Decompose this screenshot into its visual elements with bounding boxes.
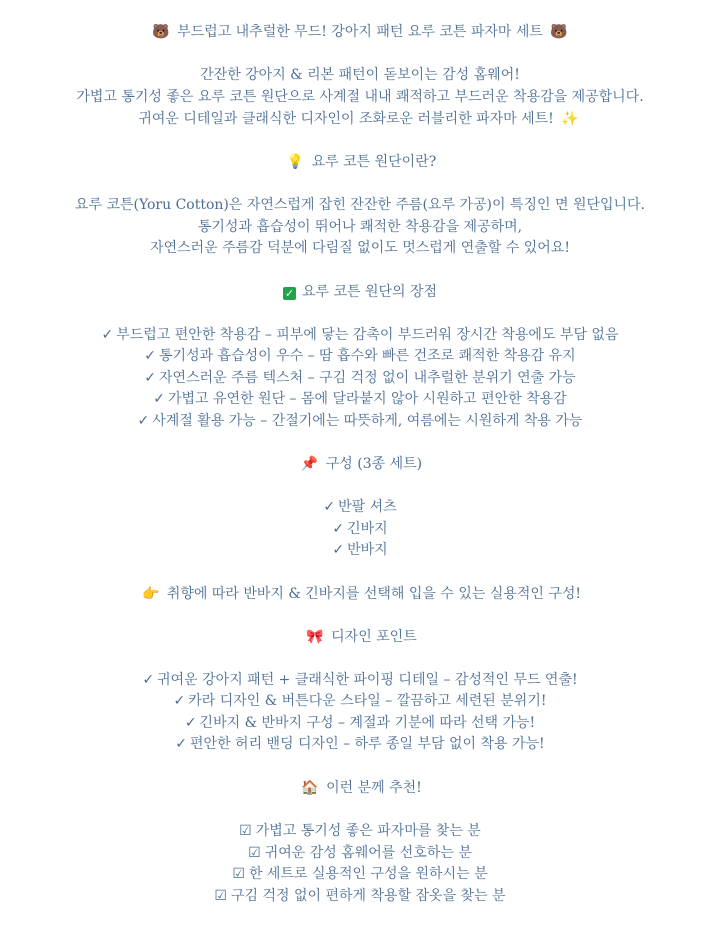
list-item: ☑ 한 세트로 실용적인 구성을 원하시는 분 (232, 866, 488, 882)
design-heading-text: 디자인 포인트 (331, 629, 417, 645)
check-icon: ✓ (332, 521, 345, 537)
checkbox-icon: ☑ (232, 866, 245, 882)
check-icon: ✓ (323, 499, 336, 515)
list-item: ✓ 긴바지 (332, 521, 388, 537)
advantages-heading-text: 요루 코튼 원단의 장점 (301, 284, 438, 300)
composition-heading-text: 구성 (3종 세트) (325, 456, 423, 472)
list-item: ☑ 가볍고 통기성 좋은 파자마를 찾는 분 (239, 823, 481, 839)
checkmark-box-icon: ✓ (284, 287, 295, 300)
list-item: ✓ 카라 디자인 & 버튼다운 스타일 – 깔끔하고 세련된 분위기! (173, 693, 547, 709)
list-item: ✓ 부드럽고 편안한 착용감 – 피부에 닿는 감촉이 부드러워 장시간 착용에도 부담 없음 (101, 327, 619, 343)
pushpin-icon: 📌 (300, 456, 319, 472)
fabric-line: 통기성과 흡습성이 뛰어나 쾌적한 착용감을 제공하며, (197, 219, 523, 235)
lightbulb-icon: 💡 (286, 154, 305, 170)
list-item: ✓ 가볍고 유연한 원단 – 몸에 달라붙지 않아 시원하고 편안한 착용감 (153, 391, 567, 407)
composition-note-text: 취향에 따라 반바지 & 긴바지를 선택해 입을 수 있는 실용적인 구성! (166, 586, 582, 602)
list-item: ✓ 반팔 셔츠 (323, 499, 397, 515)
title-line (0, 22, 720, 42)
check-icon: ✓ (175, 736, 188, 752)
advantages-heading (0, 282, 720, 302)
check-icon: ✓ (144, 348, 157, 364)
fabric-line: 자연스러운 주름감 덕분에 다림질 없이도 멋스럽게 연출할 수 있어요! (150, 240, 570, 256)
list-item: ✓ 귀여운 강아지 패턴 + 클래식한 파이핑 디테일 – 감성적인 무드 연출! (142, 672, 578, 688)
checkbox-icon: ☑ (248, 845, 261, 861)
check-icon: ✓ (173, 693, 186, 709)
fabric-line: 요루 코튼(Yoru Cotton)은 자연스럽게 잡힌 잔잔한 주름(요루 가공)이 특징인 면 원단입니다. (74, 197, 646, 213)
list-item: ✓ 반바지 (332, 542, 388, 558)
recommend-heading-text: 이런 분께 추천! (326, 780, 422, 796)
fabric-heading (0, 152, 720, 172)
recommend-heading (0, 778, 720, 798)
intro-line (0, 109, 720, 129)
list-item: ✓ 사계절 활용 가능 – 간절기에는 따뜻하게, 여름에는 시원하게 착용 가능 (137, 413, 583, 429)
intro-line: 간잔한 강아지 & 리본 패턴이 돋보이는 감성 홈웨어! (200, 67, 520, 83)
checkbox-icon: ☑ (214, 888, 227, 904)
ribbon-icon: 🎀 (306, 629, 324, 645)
check-icon: ✓ (153, 391, 166, 407)
page-title: 부드럽고 내추럴한 무드! 강아지 패턴 요루 코튼 파자마 세트 (177, 24, 543, 40)
house-icon: 🏠 (301, 780, 319, 796)
intro-text: 귀여운 디테일과 클래식한 디자인이 조화로운 러블리한 파자마 세트! (138, 111, 554, 127)
list-item: ✓ 편안한 허리 밴딩 디자인 – 하루 종일 부담 없이 착용 가능! (175, 736, 545, 752)
pointing-hand-icon: 👉 (141, 586, 160, 602)
bear-icon: 🐻 (152, 24, 170, 40)
checkbox-icon: ☑ (239, 823, 252, 839)
list-item: ☑ 귀여운 감성 홈웨어를 선호하는 분 (248, 845, 472, 861)
intro-line: 가볍고 통기성 좋은 요루 코튼 원단으로 사계절 내내 쾌적하고 부드러운 착용감을 제공합니다. (76, 89, 644, 105)
composition-heading (0, 454, 720, 474)
check-icon: ✓ (144, 370, 157, 386)
check-icon: ✓ (184, 715, 197, 731)
list-item: ✓ 자연스러운 주름 텍스처 – 구김 걱정 없이 내추럴한 분위기 연출 가능 (144, 370, 576, 386)
check-icon: ✓ (142, 672, 155, 688)
list-item: ✓ 통기성과 흡습성이 우수 – 땀 흡수와 빠른 건조로 쾌적한 착용감 유지 (144, 348, 576, 364)
list-item: ☑ 구김 걱정 없이 편하게 착용할 잠옷을 찾는 분 (214, 888, 506, 904)
composition-note (0, 584, 720, 604)
fabric-heading-text: 요루 코튼 원단이란? (311, 154, 437, 170)
check-icon: ✓ (137, 413, 150, 429)
sparkle-icon: ✨ (561, 111, 579, 127)
check-icon: ✓ (332, 542, 345, 558)
design-heading (0, 627, 720, 647)
list-item: ✓ 긴바지 & 반바지 구성 – 계절과 기분에 따라 선택 가능! (184, 715, 536, 731)
bear-icon: 🐻 (550, 24, 568, 40)
check-icon: ✓ (101, 327, 114, 343)
